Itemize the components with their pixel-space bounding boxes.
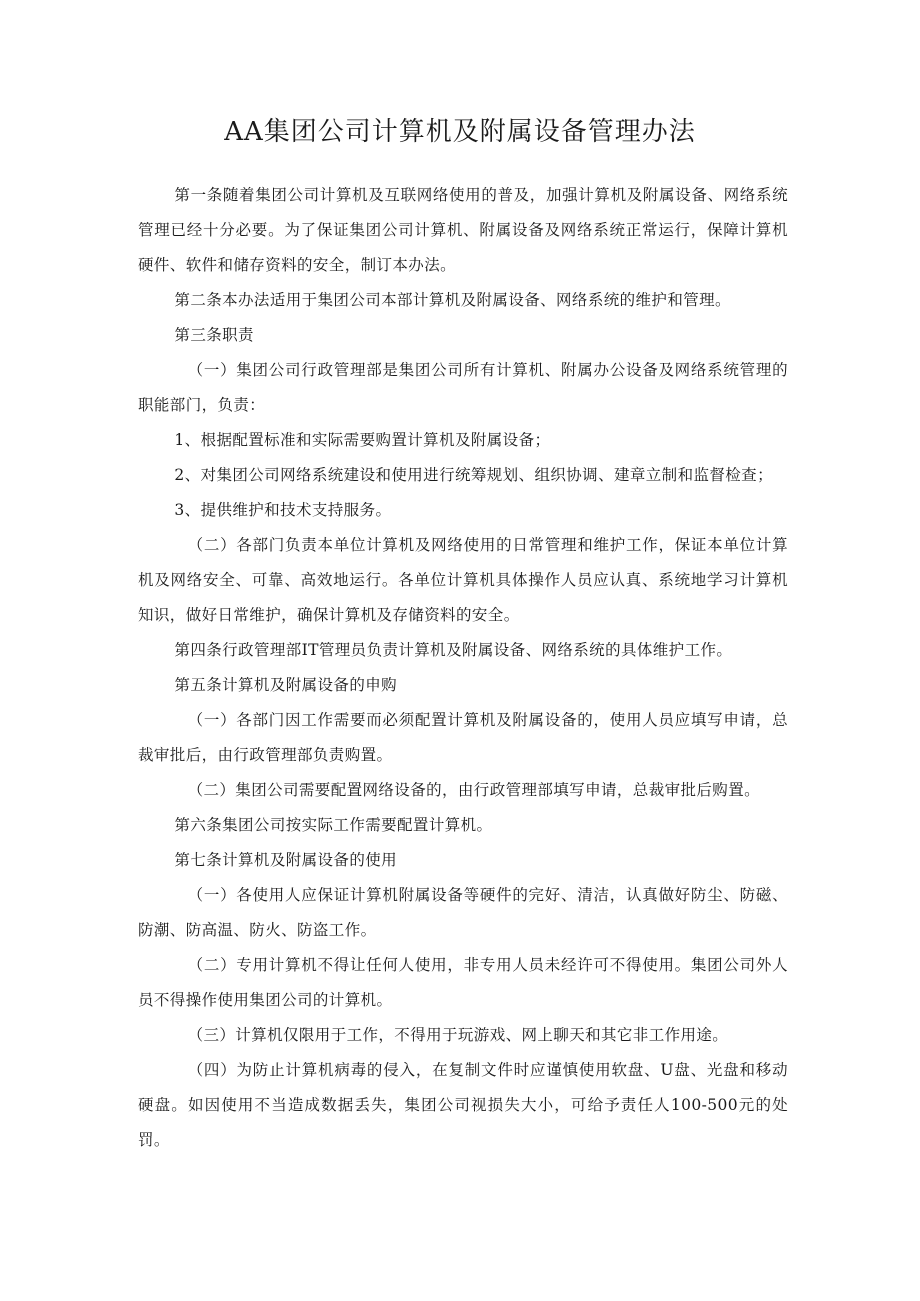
article-3-clause-1: （一）集团公司行政管理部是集团公司所有计算机、附属办公设备及网络系统管理的职能部门，负责： [138,361,788,414]
article-3-item-2: 2、对集团公司网络系统建设和使用进行统筹规划、组织协调、建章立制和监督检查； [174,466,773,484]
article-5-clause-2: （二）集团公司需要配置网络设备的，由行政管理部填写申请，总裁审批后购置。 [187,781,760,799]
article-7-clause-3: （三）计算机仅限用于工作，不得用于玩游戏、网上聊天和其它非工作用途。 [187,1026,729,1044]
article-7-clause-1: （一）各使用人应保证计算机附属设备等硬件的完好、清洁，认真做好防尘、防磁、防潮、防高温、防火、防盗工作。 [138,886,788,939]
article-7-heading: 第七条计算机及附属设备的使用 [174,851,398,869]
article-7-clause-2: （二）专用计算机不得让任何人使用，非专用人员未经许可不得使用。集团公司外人员不得操作使用集团公司的计算机。 [138,956,788,1009]
article-3-item-1: 1、根据配置标准和实际需要购置计算机及附属设备； [174,431,551,449]
article-6: 第六条集团公司按实际工作需要配置计算机。 [174,816,493,834]
article-5-heading: 第五条计算机及附属设备的申购 [174,676,398,694]
article-3-item-3: 3、提供维护和技术支持服务。 [174,501,392,519]
article-2: 第二条本办法适用于集团公司本部计算机及附属设备、网络系统的维护和管理。 [174,291,731,309]
article-4: 第四条行政管理部IT管理员负责计算机及附属设备、网络系统的具体维护工作。 [174,641,733,659]
article-5-clause-1: （一）各部门因工作需要而必须配置计算机及附属设备的，使用人员应填写申请，总裁审批后，由行政管理部负责购置。 [138,711,788,764]
document-body [138,178,788,1158]
document-title: AA集团公司计算机及附属设备管理办法 [224,117,696,147]
article-7-clause-4: （四）为防止计算机病毒的侵入，在复制文件时应谨慎使用软盘、U盘、光盘和移动硬盘。如因使用不当造成数据丢失，集团公司视损失大小，可给予责任人100-500元的处罚。 [138,1061,788,1149]
article-1: 第一条随着集团公司计算机及互联网络使用的普及，加强计算机及附属设备、网络系统管理已经十分必要。为了保证集团公司计算机、附属设备及网络系统正常运行，保障计算机硬件、软件和储存资料的安全，制订本办法。 [138,186,788,274]
article-3-clause-2: （二）各部门负责本单位计算机及网络使用的日常管理和维护工作，保证本单位计算机及网络安全、可靠、高效地运行。各单位计算机具体操作人员应认真、系统地学习计算机知识，做好日常维护，确保计算机及存储资料的安全。 [138,536,788,624]
article-3-heading: 第三条职责 [174,326,254,344]
